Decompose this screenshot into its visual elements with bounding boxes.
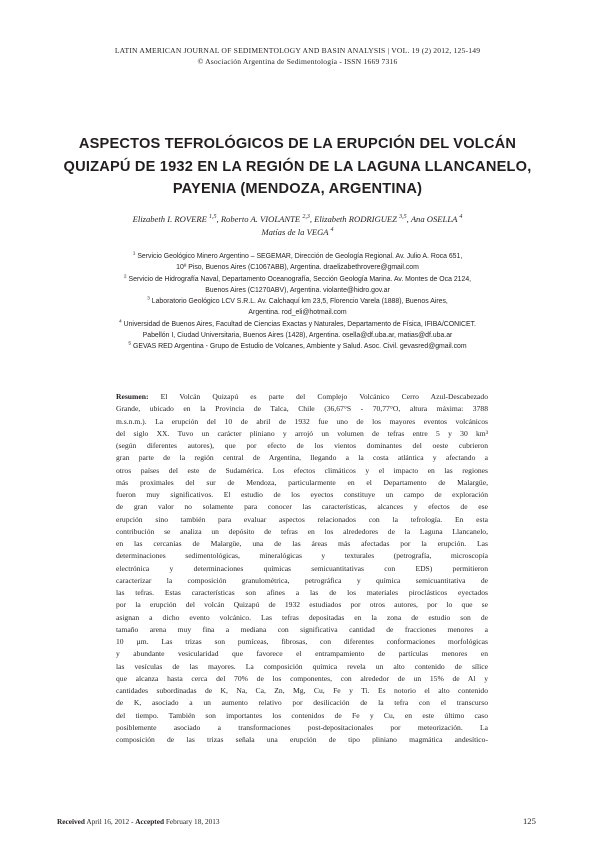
abstract-line: m.s.n.m.). La erupción del 10 de abril de 1932 fue uno de los mayores eventos volcánicos xyxy=(116,416,488,426)
received-accepted-dates xyxy=(57,817,220,826)
affiliation-item: $^3$ Laboratorio Geológico LCV S.R.L. Av. Calchaquí km 23,5, Florencio Varela (1888), Buenos Aires, xyxy=(147,296,448,306)
author-name: Matías de la VEGA xyxy=(261,227,329,237)
author-name: Elizabeth RODRIGUEZ xyxy=(314,214,397,224)
abstract-line: otros países del este de Sudamérica. Los efectos climáticos y el impacto en las regiones xyxy=(116,465,488,475)
author-name: Elizabeth I. ROVERE xyxy=(132,214,207,224)
affiliation-item: $^5$ GEVAS RED Argentina - Grupo de Estudio de Volcanes, Ambiente y Salud. Asoc. Civil. gevasred@gmail.com xyxy=(128,342,467,351)
affiliation-item: $^1$ Servicio Geológico Minero Argentino – SEGEMAR, Dirección de Geología Regional. Av. Julio A. Roca 651, xyxy=(132,251,463,260)
abstract-line: 10 µm. Las trizas son pumíceas, fibrosas, con diferentes conformaciones morfológicas xyxy=(116,637,488,646)
abstract-line: del siglo XX. Tuvo un carácter pliniano y arrojó un volumen de tefras entre 5 y 30 km³ xyxy=(116,428,488,438)
accepted-date: February 18, 2013 xyxy=(165,817,220,826)
abstract xyxy=(116,391,488,746)
title-line: QUIZAPÚ DE 1932 EN LA REGIÓN DE LA LAGUNA LLANCANELO, xyxy=(63,158,532,175)
author-affiliation-ref: 3,5 xyxy=(399,214,407,221)
abstract-line: asignan a dicho evento volcánico. Las tefras depositadas en la zona de estudio son de xyxy=(116,612,488,622)
author-name: Roberto A. VIOLANTE xyxy=(220,214,301,224)
abstract-line: más proximales del sur de Mendoza, particularmente en el Departamento de Malargüe, xyxy=(116,477,488,487)
page-number: 125 xyxy=(523,816,536,826)
abstract-line: de gran valor no solamente para conocer las características, alcances y efectos de ese xyxy=(116,502,488,512)
abstract-line: determinaciones sedimentológicas, mineralógicas y texturales (petrografía, microscopía xyxy=(116,551,488,561)
affiliation-item-cont: Pabellón I, Ciudad Universitaria, Buenos Aires (1428), Argentina. osella@df.uba.ar, matias@df.uba.ar xyxy=(142,332,453,340)
abstract-line: las vesículas de las mayores. La composición química revela un alto contenido de sílice xyxy=(116,661,488,671)
abstract-line: electrónica y determinaciones químicas semicuantitativas con EDS) permitieron xyxy=(116,563,488,573)
journal-copyright: © Asociación Argentina de Sedimentología - ISSN 1669 7316 xyxy=(197,57,398,66)
abstract-line: erupción sino también para evaluar aspectos relacionados con la tefrología. En esta xyxy=(116,514,488,524)
abstract-line: caracterizar la composición granulométrica, petrográfica y química semicuantitativa de xyxy=(116,575,488,585)
abstract-line: Resumen: El Volcán Quizapú es parte del Complejo Volcánico Cerro Azul-Descabezado xyxy=(116,392,488,401)
accepted-label: Accepted xyxy=(135,817,165,826)
author-list: Elizabeth I. ROVERE $^{1,5}$, Roberto A. VIOLANTE $^{2,3}$, Elizabeth RODRIGUEZ $^{3,5}$, Ana OSELLA $^4$ Matías de la VEGA $^4$ xyxy=(132,214,463,237)
affiliation-item: $^4$ Universidad de Buenos Aires, Facultad de Ciencias Exactas y Naturales, Departamento de Física, IFIBA/CONICET. xyxy=(119,319,476,328)
abstract-line: que alcanza hasta cerca del 70% de los componentes, con alrededor de un 15% de Al y xyxy=(116,673,488,683)
abstract-line: tamaño arena muy fina a mediana con significativa cantidad de fracciones menores a xyxy=(116,624,488,634)
abstract-line: del tiempo. También son importantes los contenidos de Fe y Cu, en este último caso xyxy=(116,710,488,720)
date-separator: - xyxy=(129,817,136,826)
abstract-line: gran parte de la región central de Argentina, llegando a la costa atlántica y afectando a xyxy=(116,453,488,463)
journal-header xyxy=(0,45,595,67)
affiliation-item-cont: 10º Piso, Buenos Aires (C1067ABB), Argentina. draelizabethrovere@gmail.com xyxy=(176,264,419,272)
affiliation-list xyxy=(70,251,525,353)
abstract-line: de K, asociado a un aumento relativo por desilicación de la tefra con el transcurso xyxy=(116,698,488,708)
author-name: Ana OSELLA xyxy=(410,214,458,224)
abstract-label: Resumen: xyxy=(116,392,149,401)
received-date: April 16, 2012 xyxy=(86,817,130,826)
author-affiliation-ref: 2,3 xyxy=(302,214,310,221)
affiliation-item: $^2$ Servicio de Hidrografía Naval, Departamento Oceanografía, Sección Geología Marina. Av. Montes de Oca 2124, xyxy=(123,274,472,283)
author-affiliation-ref: 4 xyxy=(459,214,463,221)
journal-citation: LATIN AMERICAN JOURNAL OF SEDIMENTOLOGY AND BASIN ANALYSIS | VOL. 19 (2) 2012, 125-149 xyxy=(114,46,481,55)
received-label: Received xyxy=(57,817,85,826)
affiliation-item-cont: Buenos Aires (C1270ABV), Argentina. violante@hidro.gov.ar xyxy=(205,286,390,294)
abstract-line: contribución se analiza un depósito de tefras en los alrededores de la Laguna Llancanelo, xyxy=(116,526,488,536)
title-line: ASPECTOS TEFROLÓGICOS DE LA ERUPCIÓN DEL VOLCÁN xyxy=(78,136,517,152)
title-line: PAYENIA (MENDOZA, ARGENTINA) xyxy=(172,181,423,197)
abstract-line: en las cercanías de Malargüe, una de las áreas más afectadas por la erupción. Las xyxy=(116,539,488,548)
author-affiliation-ref: 4 xyxy=(330,227,334,234)
abstract-line: y abundante vesicularidad que favorece el entrampamiento de partículas menores en xyxy=(116,649,488,659)
abstract-line: posiblemente asociado a transformaciones post-depositacionales por meteorización. La xyxy=(116,722,488,732)
abstract-line: fueron muy significativos. El estudio de los eyectos constituye un campo de exploración xyxy=(116,490,488,499)
abstract-line: Grande, ubicado en la Provincia de Talca, Chile (36,67°S - 70,77°O, altura máxima: 3788 xyxy=(116,404,488,414)
author-affiliation-ref: 1,5 xyxy=(208,214,217,221)
abstract-line: (según diferentes autores), que por efecto de los vientos dominantes del oeste cubrieron xyxy=(116,441,488,450)
abstract-line: composición de las trizas señala una erupción de tipo pliniano magmática andesítico- xyxy=(116,735,488,744)
article-title xyxy=(50,133,545,201)
affiliation-item-cont: Argentina. rod_eli@hotmail.com xyxy=(248,309,347,317)
abstract-line: por la erupción del volcán Quizapú de 1932 estudiados por otros autores, por lo que se xyxy=(116,600,488,610)
abstract-line: cantidades subordinadas de K, Na, Ca, Zn, Mg, Cu, Fe y Ti. Es notorio el alto contenido xyxy=(116,686,488,695)
abstract-line: las tefras. Estas características son afines a las de los materiales piroclásticos eyectados xyxy=(116,588,488,597)
